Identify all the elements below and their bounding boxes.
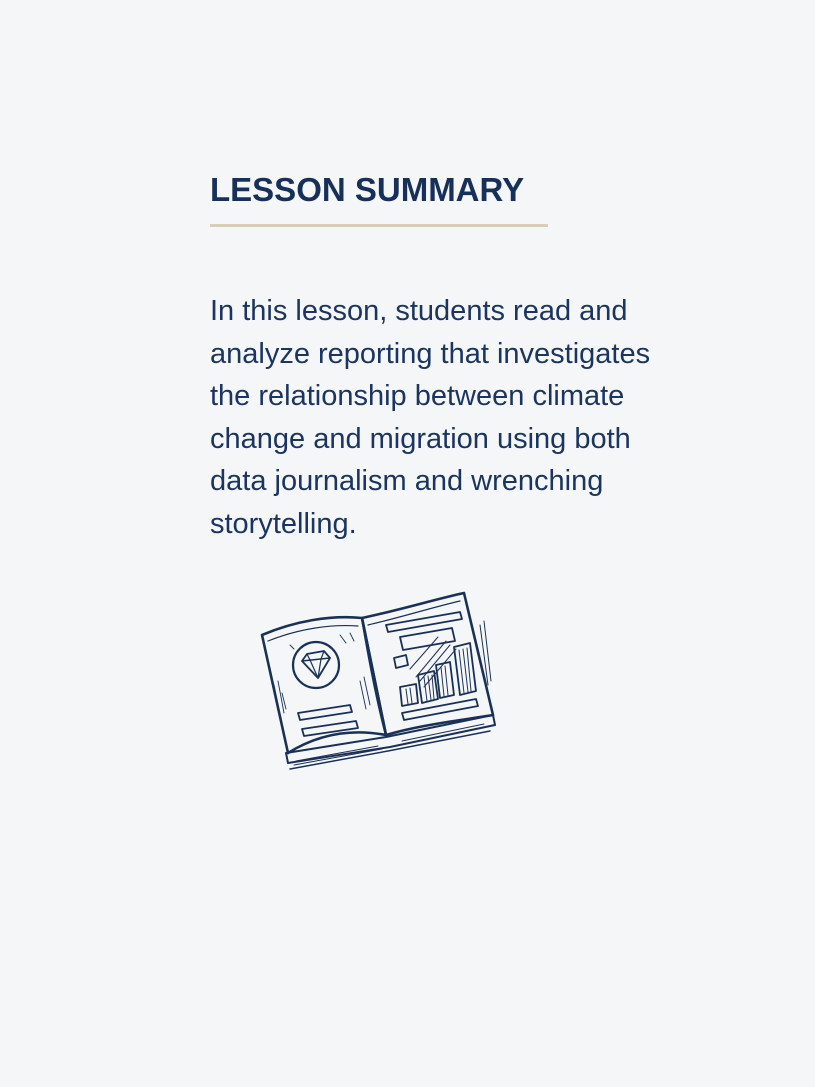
title-divider <box>210 224 548 227</box>
open-magazine-icon <box>250 585 510 785</box>
summary-text: In this lesson, students read and analyze reporting that investigates the relationship between climate change and migration using both data journalism and wrenching storytelling. <box>210 295 651 540</box>
page-title: LESSON SUMMARY <box>210 171 525 208</box>
